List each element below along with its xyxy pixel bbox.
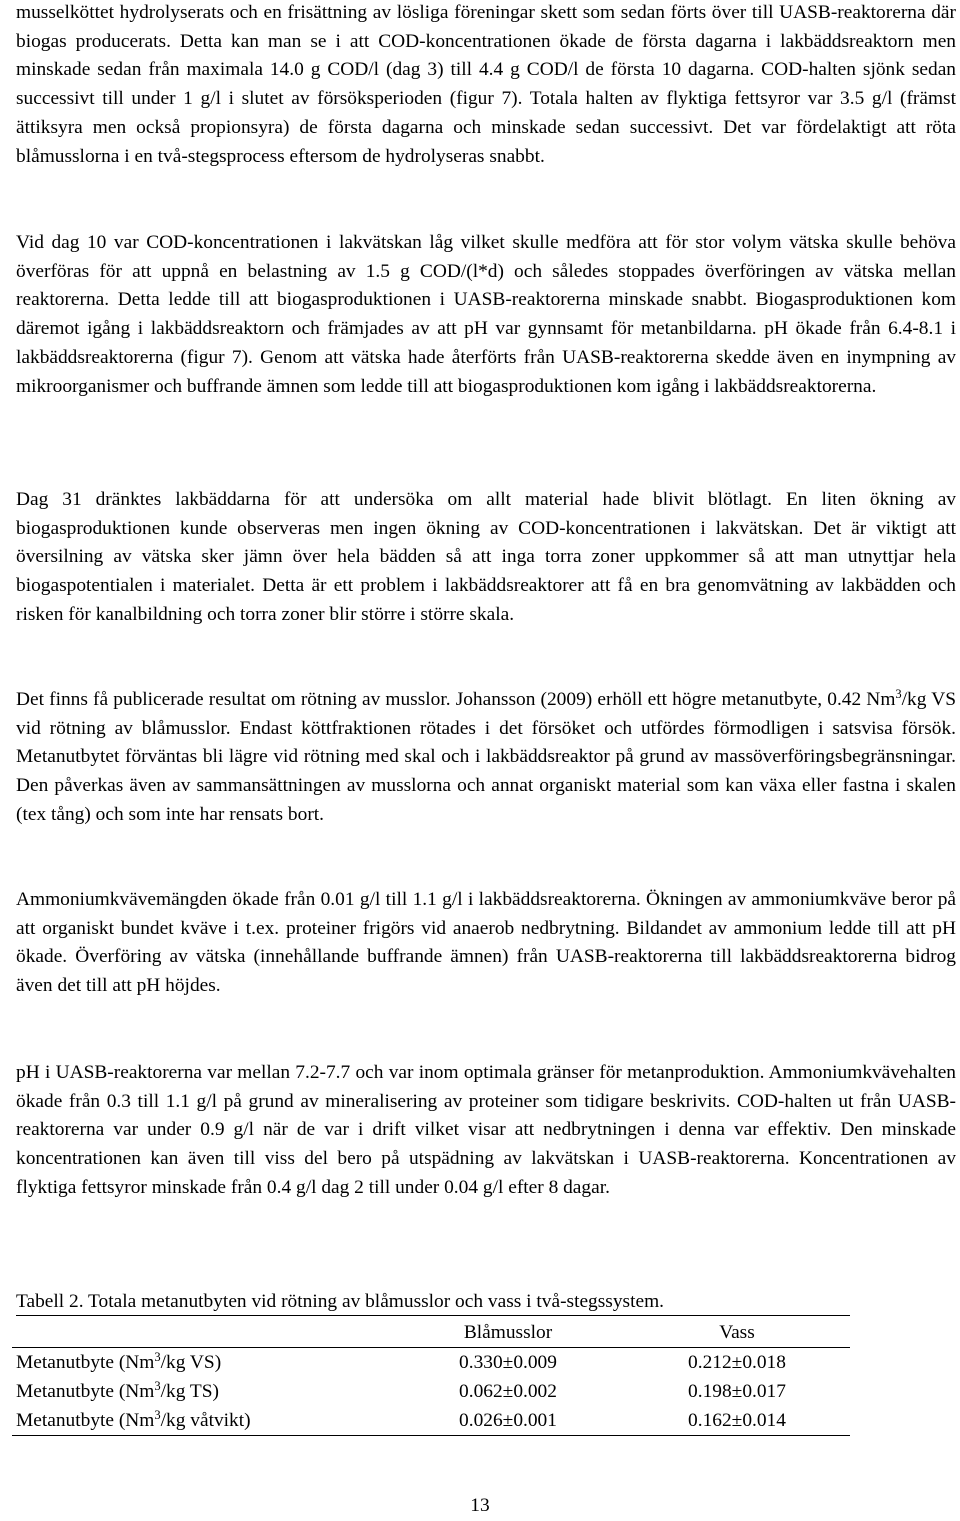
- row-label-text-a: Metanutbyte (Nm: [16, 1381, 155, 1402]
- paragraph-5: Ammoniumkvävemängden ökade från 0.01 g/l till 1.1 g/l i lakbäddsreaktorerna. Ökningen av ammoniumkväve beror på att organiskt bundet kväve i t.ex. proteiner frigörs vid anaerob nedbrytning. Bildandet av ammonium ledde till att pH ökade. Överföring av vätska (innehållande buffrande ämnen) från UASB-reaktorerna till lakbäddsreaktorerna bidrog även det till att pH höjdes.: [16, 889, 956, 997]
- table-header-row: [12, 1318, 850, 1348]
- table-cell-blamusslor: 0.330±0.009: [459, 1352, 557, 1373]
- table-row: [12, 1406, 850, 1436]
- page-number: 13: [470, 1495, 490, 1516]
- paragraph-4-superscript: 3: [895, 687, 902, 701]
- row-label-superscript: 3: [154, 1408, 161, 1422]
- paragraph-4: [16, 686, 956, 830]
- paragraph-1: musselköttet hydrolyserats och en frisättning av lösliga föreningar skett som sedan förts över till UASB-reaktorerna där biogas producerats. Detta kan man se i att COD-koncentrationen ökade de första dagarna i lakbäddsreaktorn men minskade sedan från maximala 14.0 g COD/l (dag 3) till 4.4 g COD/l de första 10 dagarna. COD-halten sjönk sedan successivt till under 1 g/l i slutet av försöksperioden (figur 7). Totala halten av flyktiga fettsyror var 3.5 g/l (främst ättiksyra men också propionsyra) de första dagarna och minskade sedan successivt. Det var fördelaktigt att röta blåmusslorna i en två-stegsprocess eftersom de hydrolyseras snabbt.: [16, 2, 956, 167]
- methane-yield-table: [12, 1318, 850, 1436]
- row-label-superscript: 3: [154, 1379, 161, 1393]
- table-cell-vass: 0.198±0.017: [688, 1381, 786, 1402]
- table-cell-blamusslor: 0.062±0.002: [459, 1381, 557, 1402]
- table-header-blamusslor: Blåmusslor: [392, 1318, 624, 1348]
- table-header-vass: Vass: [624, 1318, 850, 1348]
- table-row: [12, 1348, 850, 1378]
- paragraph-2: Vid dag 10 var COD-koncentrationen i lakvätskan låg vilket skulle medföra att för stor volym vätska skulle behöva överföras för att uppnå en belastning av 1.5 g COD/(l*d) och således stoppades överföringen av vätska mellan reaktorerna. Detta ledde till att biogasproduktionen i UASB-reaktorerna minskade snabbt. Biogasproduktionen kom däremot igång i lakbäddsreaktorn och främjades av att pH var gynnsamt för metanbildarna. pH ökade från 6.4-8.1 i lakbäddsreaktorerna (figur 7). Genom att vätska hade återförts från UASB-reaktorerna skedde även en inympning av mikroorganismer och buffrande ämnen som ledde till att biogasproduktionen kom igång i lakbäddsreaktorerna.: [16, 232, 956, 397]
- row-label-text-b: /kg TS): [160, 1381, 220, 1402]
- table-row-label: [12, 1348, 392, 1378]
- row-label-text-b: /kg våtvikt): [160, 1410, 251, 1431]
- table-row-label: [12, 1377, 392, 1406]
- table-header-empty: [12, 1318, 392, 1348]
- paragraph-3: Dag 31 dränktes lakbäddarna för att undersöka om allt material hade blivit blötlagt. En liten ökning av biogasproduktionen kunde observeras men ingen ökning av COD-koncentrationen i lakvätskan. Det är viktigt att översilning av vätska sker jämn över hela bädden så att inga torra zoner uppkommer så att man utnyttjar hela biogaspotentialen i materialet. Detta är ett problem i lakbäddsreaktorer att få en bra genomvätning av lakbädden och risken för kanalbildning och torra zoner blir större i större skala.: [16, 489, 956, 625]
- table-cell-vass: 0.212±0.018: [688, 1352, 786, 1373]
- row-label-text-b: /kg VS): [160, 1352, 222, 1373]
- row-label-text-a: Metanutbyte (Nm: [16, 1352, 155, 1373]
- row-label-text-a: Metanutbyte (Nm: [16, 1410, 155, 1431]
- paragraph-6: pH i UASB-reaktorerna var mellan 7.2-7.7 och var inom optimala gränser för metanproduktion. Ammoniumkvävehalten ökade från 0.3 till 1.1 g/l på grund av mineralisering av proteiner som tidigare beskrivits. COD-halten ut från UASB-reaktorerna var under 0.9 g/l när de var i drift vilket visar att nedbrytningen i denna var effektiv. Den minskade koncentrationen kan även till viss del bero på utspädning av lakvätskan i UASB-reaktorerna. Koncentrationen av flyktiga fettsyror minskade från 0.4 g/l dag 2 till under 0.04 g/l efter 8 dagar.: [16, 1062, 956, 1198]
- caption-rule: [16, 1315, 850, 1316]
- row-label-superscript: 3: [154, 1350, 161, 1364]
- table-caption: [16, 1288, 664, 1317]
- table-row: [12, 1377, 850, 1406]
- table-cell-blamusslor: 0.026±0.001: [392, 1406, 624, 1436]
- table-caption-text: Tabell 2. Totala metanutbyten vid rötning av blåmusslor och vass i två-stegssystem.: [16, 1291, 665, 1312]
- table-cell-vass: 0.162±0.014: [624, 1406, 850, 1436]
- table-row-label: [12, 1406, 392, 1436]
- paragraph-4-text-b: /kg VS vid rötning av blåmusslor. Endast köttfraktionen rötades i det försöket och utfördes förmodligen i satsvisa försök. Metanutbytet förväntas bli lägre vid rötning med skal och i lakbäddsreaktor på grund av massöverföringsbegränsningar. Den påverkas även av sammansättningen av musslorna och annat organiskt material som kan växa eller fastna i skalen (tex tång) och som inte har rensats bort.: [16, 689, 956, 825]
- paragraph-4-text-a: Det finns få publicerade resultat om rötning av musslor. Johansson (2009) erhöll ett högre metanutbyte, 0.42 Nm: [16, 689, 896, 710]
